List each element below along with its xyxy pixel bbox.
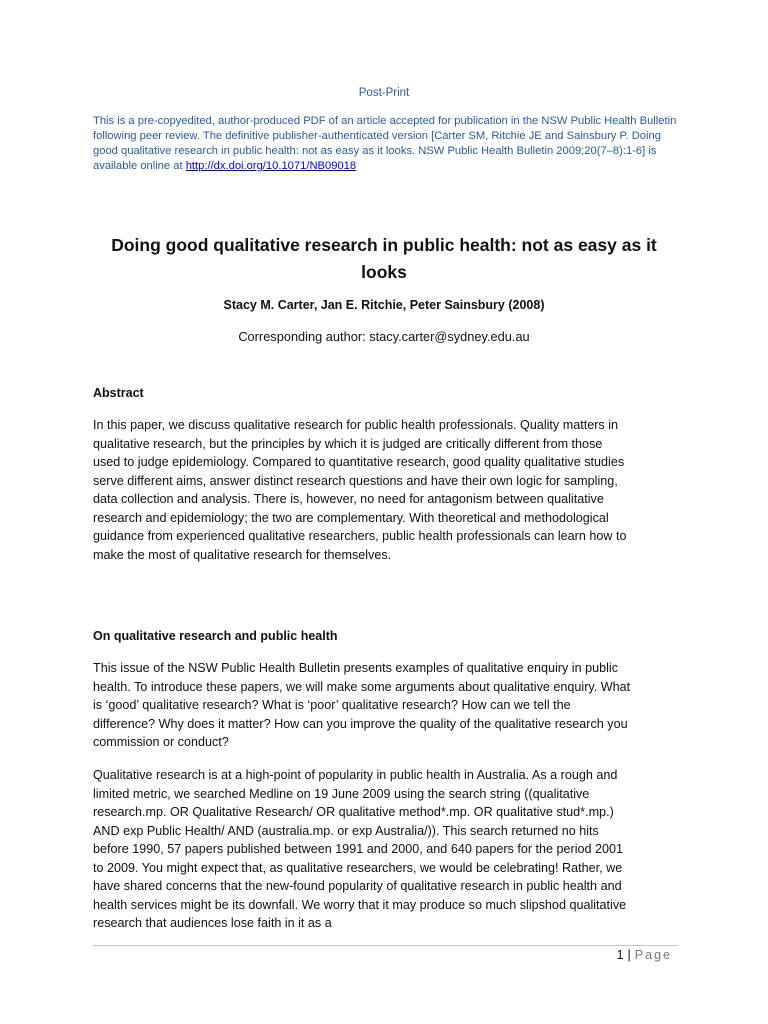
section-heading: On qualitative research and public health (93, 629, 338, 643)
page-label: Page (634, 948, 672, 962)
page-footer (617, 948, 672, 962)
corresponding-author: Corresponding author: stacy.carter@sydney.edu.au (238, 329, 530, 344)
article-title: Doing good qualitative research in public health: not as easy as it looks (111, 235, 657, 282)
abstract-heading: Abstract (93, 386, 144, 400)
page-number: 1 (616, 948, 624, 962)
publication-note-text: This is a pre-copyedited, author-produced PDF of an article accepted for publication in the NSW Public Health Bulletin following peer review. The definitive publisher-authenticated version [Carter SM, Ritchie JE and Sainsbury P. Doing good qualitative research in public health: not as easy as it looks. NSW Public Health Bulletin 2009;20(7–8):1-6] is available online at (93, 115, 677, 172)
publication-note (93, 114, 678, 174)
doi-link[interactable]: http://dx.doi.org/10.1071/NB09018 (185, 160, 357, 172)
body-paragraph-1: This issue of the NSW Public Health Bulletin presents examples of qualitative enquiry in public health. To introduce these papers, we will make some arguments about qualitative enquiry. What is ‘good’ qualitative research? What is ‘poor’ qualitative research? How can we tell the difference? Why does it matter? How can you improve the quality of the qualitative research you commission or conduct? (93, 661, 631, 749)
article-authors: Stacy M. Carter, Jan E. Ritchie, Peter Sainsbury (2008) (223, 298, 545, 312)
footer-separator: | (627, 948, 631, 962)
body-paragraph-2: Qualitative research is at a high-point of popularity in public health in Australia. As a rough and limited metric, we searched Medline on 19 June 2009 using the search string ((qualitative research.mp. OR Qualitative Research/ OR qualitative method*.mp. OR qualitative stud*.mp.) AND exp Public Health/ AND (australia.mp. or exp Australia/)). This search returned no hits before 1990, 57 papers published between 1991 and 2000, and 640 papers for the period 2001 to 2009. You might expect that, as qualitative researchers, we would be celebrating! Rather, we have shared concerns that the new-found popularity of qualitative research in public health and health services might be its downfall. We worry that it may produce so much slipshod qualitative research that audiences lose faith in it as a (93, 768, 627, 930)
abstract-text: In this paper, we discuss qualitative research for public health professionals. Quality matters in qualitative research, but the principles by which it is judged are critically different from those used to judge epidemiology. Compared to quantitative research, good quality qualitative studies serve different aims, answer distinct research questions and have their own logic for sampling, data collection and analysis. There is, however, no need for antagonism between qualitative research and epidemiology; the two are complementary. With theoretical and methodological guidance from experienced qualitative researchers, public health professionals can learn how to make the most of qualitative research for themselves. (93, 418, 627, 562)
post-print-label: Post-Print (358, 87, 410, 99)
footer-divider (93, 945, 678, 946)
